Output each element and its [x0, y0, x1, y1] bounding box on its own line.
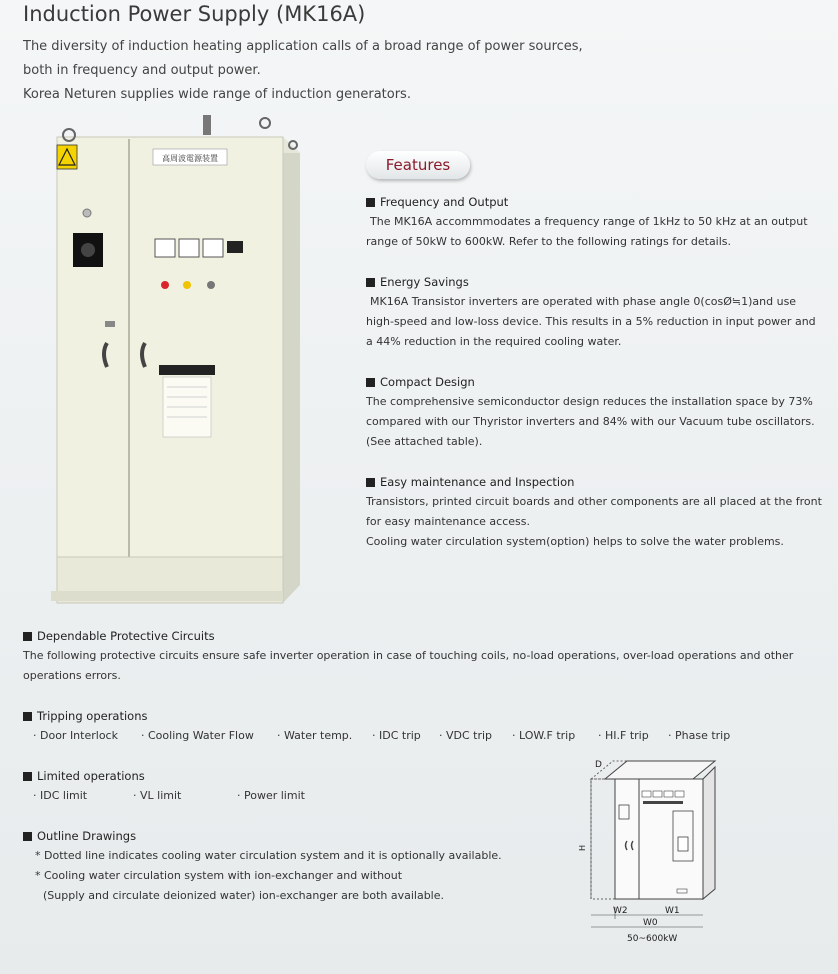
bullet-square-icon	[23, 832, 32, 841]
bullet-square-icon	[23, 632, 32, 641]
dim-d-label: D	[595, 760, 602, 770]
dim-w1-label: W1	[665, 906, 680, 916]
bullet-square-icon	[366, 278, 375, 287]
feature-item	[366, 372, 838, 452]
feature-heading: Compact Design	[380, 375, 475, 389]
section-heading: Dependable Protective Circuits	[37, 629, 215, 643]
section-line: (Supply and circulate deionized water) ion-exchanger are both available.	[43, 889, 445, 902]
page-title: Induction Power Supply (MK16A)	[23, 2, 366, 26]
bullet-square-icon	[23, 712, 32, 721]
feature-heading: Frequency and Output	[380, 195, 509, 209]
feature-line: high-speed and low-loss device. This results in a 5% reduction in input power and	[366, 315, 816, 328]
bullet-square-icon	[366, 378, 375, 387]
feature-line: compared with our Thyristor inverters and 84% with our Vacuum tube oscillators.	[366, 415, 815, 428]
bullet-square-icon	[366, 478, 375, 487]
bullet-square-icon	[23, 772, 32, 781]
section-heading: Outline Drawings	[37, 829, 137, 843]
outline-drawing	[575, 755, 725, 945]
list-item: · Water temp.	[277, 729, 353, 742]
protective-circuits	[23, 626, 823, 686]
tripping-operations	[23, 706, 823, 746]
feature-heading: Energy Savings	[380, 275, 469, 289]
section-line: * Dotted line indicates cooling water circulation system and it is optionally available.	[35, 849, 502, 862]
cabinet-sign: 高周波電源装置	[162, 154, 218, 163]
intro-line: The diversity of induction heating application calls of a broad range of power sources,	[23, 39, 583, 54]
list-item: · IDC trip	[372, 729, 421, 742]
list-item: · Cooling Water Flow	[141, 729, 254, 742]
section-heading: Tripping operations	[37, 709, 148, 723]
list-item: · LOW.F trip	[512, 729, 576, 742]
intro-text	[23, 35, 623, 107]
list-item: · IDC limit	[33, 789, 88, 802]
feature-line: Cooling water circulation system(option) helps to solve the water problems.	[366, 535, 784, 548]
feature-item	[366, 472, 838, 552]
tripping-items	[23, 726, 823, 746]
dim-range-label: 50~600kW	[627, 934, 678, 944]
list-item: · VDC trip	[439, 729, 493, 742]
mk16a-cabinet-image	[45, 115, 305, 605]
list-item: · HI.F trip	[598, 729, 649, 742]
feature-line: MK16A Transistor inverters are operated with phase angle 0(cosØ≒1)and use	[370, 295, 797, 308]
section-line: operations errors.	[23, 669, 121, 682]
feature-item	[366, 272, 838, 352]
section-line: The following protective circuits ensure safe inverter operation in case of touching coils, no-load operations, over-load operations and other	[23, 649, 794, 662]
feature-line: a 44% reduction in the required cooling water.	[366, 335, 622, 348]
intro-line: Korea Neturen supplies wide range of induction generators.	[23, 87, 411, 102]
section-heading: Limited operations	[37, 769, 145, 783]
feature-line: The comprehensive semiconductor design reduces the installation space by 73%	[366, 395, 813, 408]
dim-h-label: H	[578, 844, 587, 851]
list-item: · Power limit	[237, 789, 305, 802]
feature-line: range of 50kW to 600kW. Refer to the following ratings for details.	[366, 235, 732, 248]
features-list	[366, 192, 838, 572]
feature-line: Transistors, printed circuit boards and other components are all placed at the front	[366, 495, 822, 508]
list-item: · VL limit	[133, 789, 182, 802]
feature-line: (See attached table).	[366, 435, 483, 448]
feature-line: for easy maintenance access.	[366, 515, 530, 528]
dim-w2-label: W2	[613, 906, 628, 916]
features-badge: Features	[366, 151, 470, 179]
list-item: · Phase trip	[668, 729, 731, 742]
list-item: · Door Interlock	[33, 729, 118, 742]
bullet-square-icon	[366, 198, 375, 207]
feature-heading: Easy maintenance and Inspection	[380, 475, 575, 489]
dim-w0-label: W0	[643, 918, 658, 928]
feature-line: The MK16A accommmodates a frequency range of 1kHz to 50 kHz at an output	[370, 215, 808, 228]
section-line: * Cooling water circulation system with ion-exchanger and without	[35, 869, 403, 882]
feature-item	[366, 192, 838, 252]
intro-line: both in frequency and output power.	[23, 63, 261, 78]
